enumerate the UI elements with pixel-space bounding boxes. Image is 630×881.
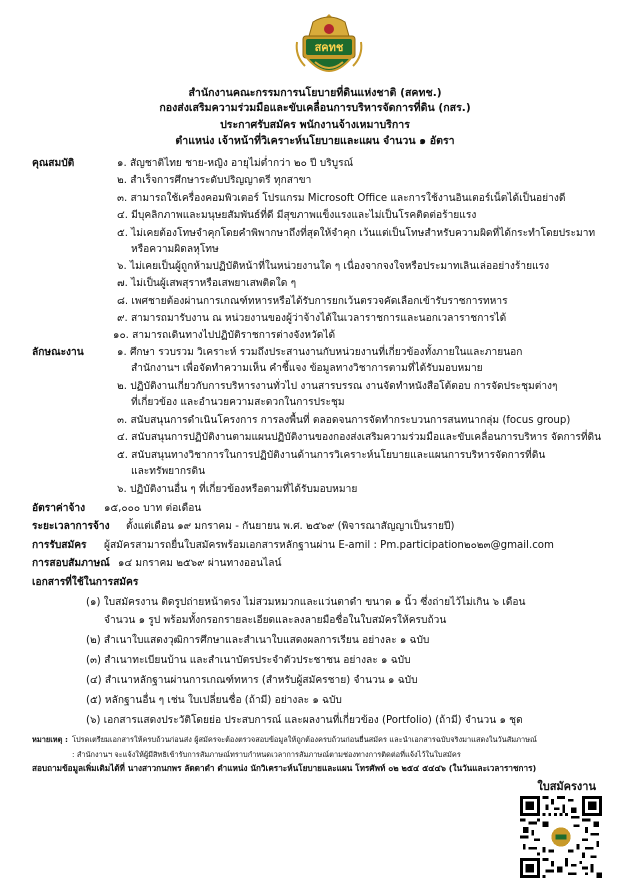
- qualification-item: ๒. สำเร็จการศึกษาระดับปริญญาตรี ทุกสาขา: [117, 175, 312, 186]
- qualification-item: ๓. สามารถใช้เครื่องคอมพิวเตอร์ โปรแกรม Microsoft Office และการใช้งานอินเตอร์เน็ตได้เป็นอย่างดี: [117, 193, 566, 204]
- qr-code-icon[interactable]: [520, 796, 602, 878]
- duties-label: ลักษณะงาน: [32, 347, 84, 358]
- duty-item: ๒. ปฏิบัติงานเกี่ยวกับการบริหารงานทั่วไป งานสารบรรณ งานจัดทำหนังสือโต้ตอบ การจัดประชุมต่างๆ: [117, 381, 558, 392]
- qualification-item: ๗. ไม่เป็นผู้เสพสุราหรือเสพยาเสพติดใด ๆ: [117, 278, 297, 289]
- remark-line-1: โปรดเตรียมเอกสารให้ครบถ้วนก่อนส่ง ผู้สมัครจะต้องตรวจสอบข้อมูลให้ถูกต้องครบถ้วนก่อนยื่นสมัคร และนำเอกสารฉบับจริงมาแสดงในวันสัมภาษณ์: [72, 735, 537, 744]
- wage-label: อัตราค่าจ้าง: [32, 503, 86, 514]
- duty-item-cont: และทรัพยากรดิน: [131, 466, 206, 477]
- qualification-item: ๔. มีบุคลิกภาพและมนุษยสัมพันธ์ที่ดี มีสุขภาพแข็งแรงและไม่เป็นโรคติดต่อร้ายแรง: [117, 210, 477, 221]
- duty-item: ๔. สนับสนุนการปฏิบัติงานตามแผนปฏิบัติงานของกองส่งเสริมความร่วมมือและขับเคลื่อนการบริหาร จัดการที่ดิน: [117, 432, 602, 443]
- logo-text: สคทช: [314, 41, 344, 54]
- duty-item: ๓. สนับสนุนการดำเนินโครงการ การลงพื้นที่ ตลอดจนการจัดทำกระบวนการสนทนากลุ่ม (focus group): [117, 415, 571, 426]
- duty-item: ๕. สนับสนุนทางวิชาการในการปฏิบัติงานด้านการวิเคราะห์นโยบายและแผนการบริหารจัดการที่ดิน: [117, 450, 546, 461]
- qualification-item: ๘. เพศชายต้องผ่านการเกณฑ์ทหารหรือได้รับการยกเว้นตรวจคัดเลือกเข้ารับราชการทหาร: [117, 296, 508, 307]
- period-label: ระยะเวลาการจ้าง: [32, 521, 110, 532]
- qualification-item: ๑. สัญชาติไทย ชาย-หญิง อายุไม่ต่ำกว่า ๒๐ ปี บริบูรณ์: [117, 158, 354, 169]
- qualification-item: ๑๐. สามารถเดินทางไปปฏิบัติราชการต่างจังหวัดได้: [113, 330, 336, 341]
- document-item: (๔) สำเนาหลักฐานผ่านการเกณฑ์ทหาร (สำหรับผู้สมัครชาย) จำนวน ๑ ฉบับ: [86, 675, 418, 686]
- remark-label: หมายเหตุ :: [32, 735, 68, 744]
- interview-label: การสอบสัมภาษณ์: [32, 558, 110, 569]
- documents-label: เอกสารที่ใช้ในการสมัคร: [32, 577, 139, 588]
- apply-value: ผู้สมัครสามารถยื่นใบสมัครพร้อมเอกสารหลักฐานผ่าน E-amil : Pm.participation๒๐๒๓@gmail.com: [104, 540, 554, 551]
- document-item: (๒) สำเนาใบแสดงวุฒิการศึกษาและสำเนาใบแสดงผลการเรียน อย่างละ ๑ ฉบับ: [86, 635, 430, 646]
- qualification-item: ๙. สามารถมารับงาน ณ หน่วยงานของผู้ว่าจ้างได้ในเวลาราชการและนอกเวลาราชการได้: [117, 313, 507, 324]
- duty-item-cont: ที่เกี่ยวข้อง และอำนวยความสะดวกในการประชุม: [131, 397, 345, 408]
- qr-label: ใบสมัครงาน: [537, 780, 596, 793]
- period-value: ตั้งแต่เดือน ๑๙ มกราคม - กันยายน พ.ศ. ๒๕๖๙ (พิจารณาสัญญาเป็นรายปี): [126, 521, 455, 532]
- remark-line-2: : สำนักงานฯ จะแจ้งให้ผู้มีสิทธิเข้ารับการสัมภาษณ์ทราบกำหนดเวลาการสัมภาษณ์ตามช่องทางการติดต่อที่แจ้งไว้ในใบสมัคร: [72, 750, 461, 759]
- interview-value: ๑๔ มกราคม ๒๕๖๙ ผ่านทางออนไลน์: [118, 558, 282, 569]
- document-item-cont: จำนวน ๑ รูป พร้อมทั้งกรอกรายละเอียดและลงลายมือชื่อในใบสมัครให้ครบถ้วน: [104, 615, 447, 626]
- contact-info: สอบถามข้อมูลเพิ่มเติมได้ที่ นางสาวกนกพร ลัดดาดำ ตำแหน่ง นักวิเคราะห์นโยบายและแผน โทรศัพท์ ๐๒ ๒๕๔ ๕๔๔๖ (ในวันและเวลาราชการ): [32, 763, 537, 773]
- document-item: (๑) ใบสมัครงาน ติดรูปถ่ายหน้าตรง ไม่สวมหมวกและแว่นตาดำ ขนาด ๑ นิ้ว ซึ่งถ่ายไว้ไม่เกิน ๖ เดือน: [86, 597, 526, 608]
- document-item: (๓) สำเนาทะเบียนบ้าน และสำเนาบัตรประจำตัวประชาชน อย่างละ ๑ ฉบับ: [86, 655, 411, 666]
- apply-label: การรับสมัคร: [32, 540, 87, 551]
- header-line-3: ประกาศรับสมัคร พนักงานจ้างเหมาบริการ: [220, 119, 410, 131]
- qualification-item: ๕. ไม่เคยต้องโทษจำคุกโดยคำพิพากษาถึงที่สุดให้จำคุก เว้นแต่เป็นโทษสำหรับความผิดที่ได้กระทำโดยประมาท: [117, 228, 596, 239]
- government-seal-icon: [293, 12, 365, 84]
- header-line-2: กองส่งเสริมความร่วมมือและขับเคลื่อนการบริหารจัดการที่ดิน (กสร.): [159, 102, 471, 114]
- header-line-4: ตำแหน่ง เจ้าหน้าที่วิเคราะห์นโยบายและแผน จำนวน ๑ อัตรา: [175, 135, 455, 147]
- qualifications-label: คุณสมบัติ: [32, 158, 75, 169]
- qualification-item-cont: หรือความผิดลหุโทษ: [131, 244, 219, 255]
- document-item: (๕) หลักฐานอื่น ๆ เช่น ใบเปลี่ยนชื่อ (ถ้ามี) อย่างละ ๑ ฉบับ: [86, 695, 342, 706]
- duty-item: ๖. ปฏิบัติงานอื่น ๆ ที่เกี่ยวข้องหรือตามที่ได้รับมอบหมาย: [117, 484, 358, 495]
- duty-item: ๑. ศึกษา รวบรวม วิเคราะห์ รวมถึงประสานงานกับหน่วยงานที่เกี่ยวข้องทั้งภายในและภายนอก: [117, 347, 523, 358]
- header-line-1: สำนักงานคณะกรรมการนโยบายที่ดินแห่งชาติ (สคทช.): [188, 87, 442, 99]
- wage-value: ๑๕,๐๐๐ บาท ต่อเดือน: [104, 503, 202, 514]
- document-item: (๖) เอกสารแสดงประวัติโดยย่อ ประสบการณ์ และผลงานที่เกี่ยวข้อง (Portfolio) (ถ้ามี) จำนวน ๑ ชุด: [86, 715, 523, 726]
- duty-item-cont: สำนักงานฯ เพื่อจัดทำความเห็น คำชี้แจง ข้อมูลทางวิชาการตามที่ได้รับมอบหมาย: [131, 363, 483, 374]
- qualification-item: ๖. ไม่เคยเป็นผู้ถูกห้ามปฏิบัติหน้าที่ในหน่วยงานใด ๆ เนื่องจากจงใจหรือประมาทเลินเล่ออย่างร้ายแรง: [117, 261, 550, 272]
